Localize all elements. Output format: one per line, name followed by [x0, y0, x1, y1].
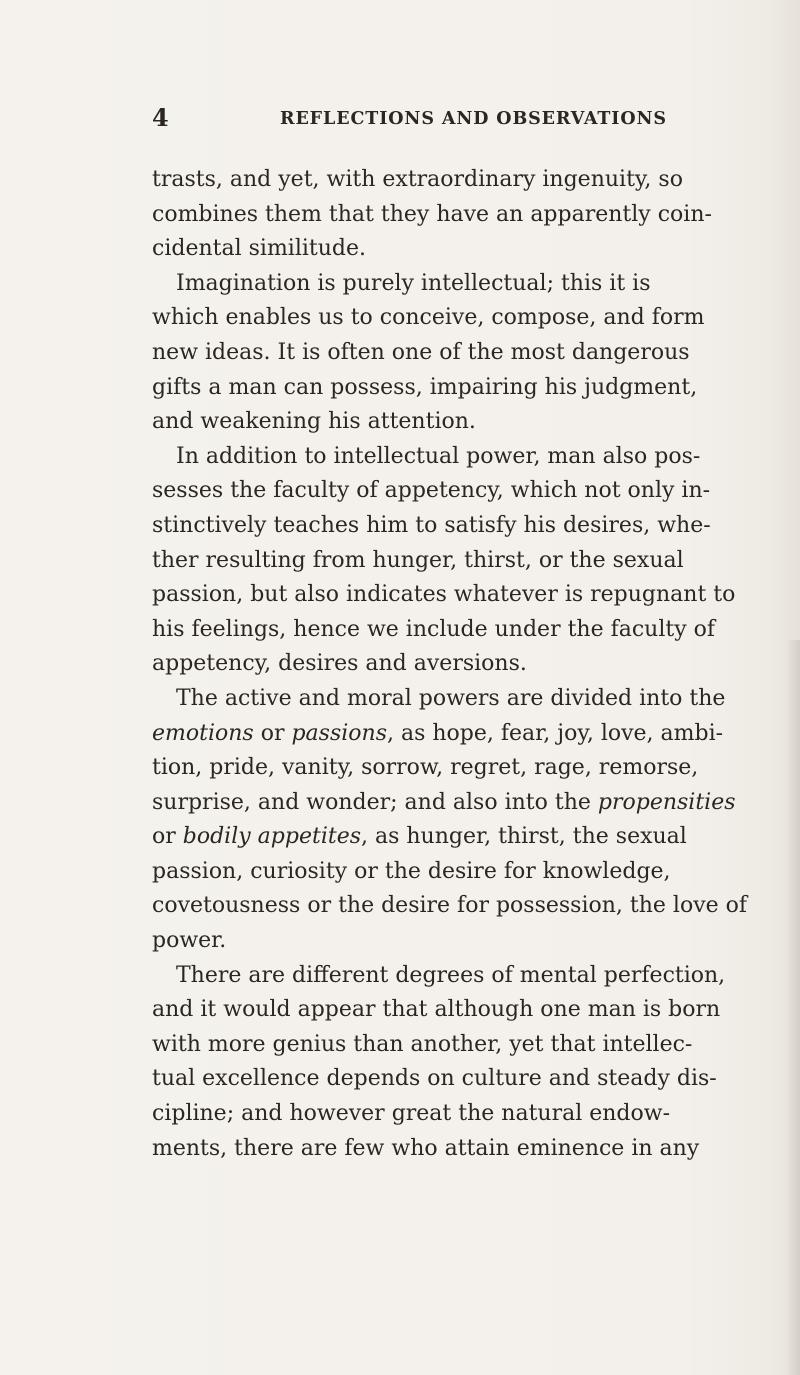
- text-line: cipline; and however great the natural endow-: [152, 1101, 671, 1127]
- page-header: [152, 103, 667, 132]
- text-line: stinctively teaches him to satisfy his desires, whe-: [152, 512, 711, 538]
- text-run: , as hunger, thirst, the sexual: [361, 824, 687, 850]
- italic-phrase: propensities: [597, 789, 736, 815]
- text-line: passion, curiosity or the desire for knowledge,: [152, 858, 671, 884]
- text-line: tion, pride, vanity, sorrow, regret, rage, remorse,: [152, 755, 699, 781]
- text-line: ther resulting from hunger, thirst, or the sexual: [152, 547, 684, 573]
- text-line: with more genius than another, yet that intellec-: [152, 1031, 693, 1057]
- page-edge-shadow: [786, 640, 800, 1375]
- text-line: cidental similitude.: [152, 236, 367, 262]
- text-run: or: [152, 824, 183, 850]
- italic-phrase: emotions: [152, 720, 254, 746]
- text-line: power.: [152, 928, 227, 954]
- text-line: appetency, desires and aversions.: [152, 651, 527, 677]
- text-line: In addition to intellectual power, man also pos-: [176, 443, 701, 469]
- text-line: his feelings, hence we include under the faculty of: [152, 616, 716, 642]
- text-run: surprise, and wonder; and also into the: [152, 789, 598, 815]
- text-line: which enables us to conceive, compose, and form: [152, 305, 705, 331]
- text-line: [152, 786, 736, 821]
- text-line: [152, 820, 687, 855]
- text-line: trasts, and yet, with extraordinary ingenuity, so: [152, 167, 683, 192]
- text-line: combines them that they have an apparently coin-: [152, 201, 712, 227]
- text-line: covetousness or the desire for possession, the love of: [152, 893, 748, 919]
- text-line: sesses the faculty of appetency, which not only in-: [152, 478, 711, 504]
- text-line: ments, there are few who attain eminence in any: [152, 1135, 700, 1161]
- text-line: new ideas. It is often one of the most dangerous: [152, 339, 690, 365]
- text-line: [152, 717, 724, 752]
- page-number: 4: [152, 103, 169, 132]
- text-line: tual excellence depends on culture and steady dis-: [152, 1066, 717, 1092]
- text-line: passion, but also indicates whatever is repugnant to: [152, 582, 736, 608]
- text-line: and weakening his attention.: [152, 409, 476, 435]
- body-text: [152, 163, 748, 1166]
- text-run: , as hope, fear, joy, love, ambi-: [387, 720, 724, 746]
- text-line: Imagination is purely intellectual; this it is: [176, 270, 651, 296]
- text-line: The active and moral powers are divided into the: [176, 685, 726, 711]
- text-line: There are different degrees of mental perfection,: [176, 962, 726, 988]
- text-run: or: [253, 720, 292, 746]
- italic-phrase: bodily appetites: [182, 824, 361, 850]
- running-head: REFLECTIONS AND OBSERVATIONS: [280, 109, 667, 129]
- text-line: and it would appear that although one man is born: [152, 997, 721, 1023]
- italic-phrase: passions: [291, 720, 387, 746]
- text-line: gifts a man can possess, impairing his judgment,: [152, 374, 698, 400]
